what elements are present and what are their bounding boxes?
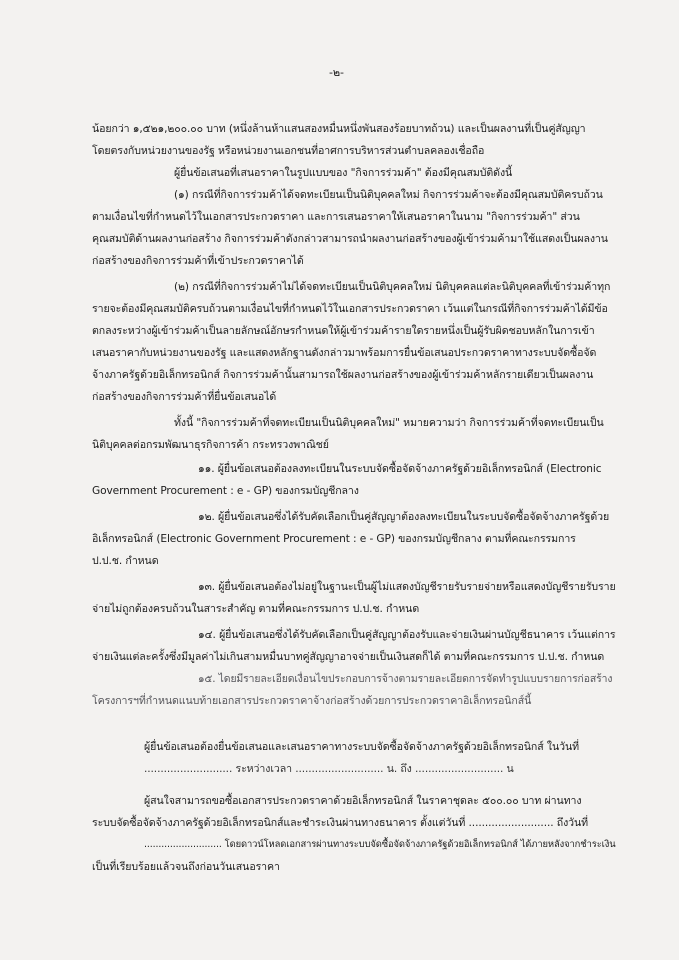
paragraph-line: ก่อสร้างของกิจการร่วมค้าที่ยื่นข้อเสนอได้ [92, 391, 277, 403]
paragraph-line: คุณสมบัติด้านผลงานก่อสร้าง กิจการร่วมค้าดังกล่าวสามารถนำผลงานก่อสร้างของผู้เข้าร่วมค้ามาใช้แสดงเป็นผลงาน [92, 233, 608, 245]
purchase-line: ระบบจัดซื้อจัดจ้างภาครัฐด้วยอิเล็กทรอนิกส์และชำระเงินผ่านทางธนาคาร ตั้งแต่วันที่ .......................... ถึงวันที่ [92, 817, 589, 829]
paragraph-line: ตามเงื่อนไขที่กำหนดไว้ในเอกสารประกวดราคา และการเสนอราคาให้เสนอราคาในนาม "กิจการร่วมค้า" ส่วน [92, 211, 580, 223]
clause-12-line: อิเล็กทรอนิกส์ (Electronic Government Procurement : e - GP) ของกรมบัญชีกลาง ตามที่คณะกรรมการ [92, 533, 576, 545]
paragraph-line: เสนอราคากับหน่วยงานของรัฐ และแสดงหลักฐานดังกล่าวมาพร้อมการยื่นข้อเสนอประกวดราคาทางระบบจัดซื้อจัด [92, 347, 597, 359]
page-number: -๒- [329, 66, 344, 79]
purchase-line: เป็นที่เรียบร้อยแล้วจนถึงก่อนวันเสนอราคา [92, 861, 280, 873]
purchase-line: ผู้สนใจสามารถขอซื้อเอกสารประกวดราคาด้วยอิเล็กทรอนิกส์ ในราคาชุดละ ๕๐๐.๐๐ บาท ผ่านทาง [144, 795, 582, 807]
clause-12-line: ป.ป.ช. กำหนด [92, 555, 159, 567]
paragraph-line: น้อยกว่า ๑,๕๒๑,๒๐๐.๐๐ บาท (หนึ่งล้านห้าแสนสองหมื่นหนึ่งพันสองร้อยบาทถ้วน) และเป็นผลงานที่เป็นคู่สัญญา [92, 123, 586, 135]
clause-15-line: โครงการฯที่กำหนดแนบท้ายเอกสารประกวดราคาจ้างก่อสร้างด้วยการประกวดราคาอิเล็กทรอนิกส์นี้ [92, 695, 532, 707]
paragraph-line: จ้างภาครัฐด้วยอิเล็กทรอนิกส์ กิจการร่วมค้านั้นสามารถใช้ผลงานก่อสร้างของผู้เข้าร่วมค้าหลักรายเดียวเป็นผลงาน [92, 369, 594, 381]
clause-13-line: จ่ายไม่ถูกต้องครบถ้วนในสาระสำคัญ ตามที่คณะกรรมการ ป.ป.ช. กำหนด [92, 603, 420, 615]
clause-12-line: ๑๒. ผู้ยื่นข้อเสนอซึ่งได้รับคัดเลือกเป็นคู่สัญญาต้องลงทะเบียนในระบบจัดซื้อจัดจ้างภาครัฐด้วย [198, 511, 610, 523]
paragraph-line: รายจะต้องมีคุณสมบัติครบถ้วนตามเงื่อนไขที่กำหนดไว้ในเอกสารประกวดราคา เว้นแต่ในกรณีที่กิจการร่วมค้าได้มีข้อ [92, 303, 608, 315]
paragraph-line: ก่อสร้างของกิจการร่วมค้าที่เข้าประกวดราคาได้ [92, 255, 304, 267]
paragraph-line: โดยตรงกับหน่วยงานของรัฐ หรือหน่วยงานเอกชนที่อาศการบริหารส่วนตำบลคลองเชื่อถือ [92, 145, 485, 157]
clause-15-line: ๑๕. ไดยมีรายละเอียดเงื่อนไขประกอบการจ้างตามรายละเอียดการจัดทำรูปแบบรายการก่อสร้าง [198, 673, 613, 685]
clause-11-line: ๑๑. ผู้ยื่นข้อเสนอต้องลงทะเบียนในระบบจัดซื้อจัดจ้างภาครัฐด้วยอิเล็กทรอนิกส์ (Electronic [198, 463, 602, 475]
submission-line: ผู้ยื่นข้อเสนอต้องยื่นข้อเสนอและเสนอราคาทางระบบจัดซื้อจัดจ้างภาครัฐด้วยอิเล็กทรอนิกส์ ในวันที่ [144, 741, 579, 753]
paragraph-line: ผู้ยื่นข้อเสนอที่เสนอราคาในรูปแบบของ "กิจการร่วมค้า" ต้องมีคุณสมบัติดังนี้ [174, 167, 513, 179]
clause-14-line: ๑๔. ผู้ยื่นข้อเสนอซึ่งได้รับคัดเลือกเป็นคู่สัญญาต้องรับและจ่ายเงินผ่านบัญชีธนาคาร เว้นแต่การ [198, 629, 616, 641]
clause-13-line: ๑๓. ผู้ยื่นข้อเสนอต้องไม่อยู่ในฐานะเป็นผู้ไม่แสดงบัญชีรายรับรายจ่ายหรือแสดงบัญชีรายรับราย [198, 581, 616, 593]
paragraph-line: ตกลงระหว่างผู้เข้าร่วมค้าเป็นลายลักษณ์อักษรกำหนดให้ผู้เข้าร่วมค้ารายใดรายหนึ่งเป็นผู้รับผิดชอบหลักในการเข้า [92, 325, 595, 337]
paragraph-line: นิติบุคคลต่อกรมพัฒนาธุรกิจการค้า กระทรวงพาณิชย์ [92, 439, 329, 451]
clause-11-line: Government Procurement : e - GP) ของกรมบัญชีกลาง [92, 485, 359, 497]
purchase-line: ........................... โดยดาวน์โหลดเอกสารผ่านทางระบบจัดซื้อจัดจ้างภาครัฐด้วยอิเล็กทรอนิกส์ ได้ภายหลังจากชำระเงิน [144, 839, 616, 850]
paragraph-line: ทั้งนี้ "กิจการร่วมค้าที่จดทะเบียนเป็นนิติบุคคลใหม่" หมายความว่า กิจการร่วมค้าที่จดทะเบียนเป็น [174, 417, 604, 429]
clause-14-line: จ่ายเงินแต่ละครั้งซึ่งมีมูลค่าไม่เกินสามหมื่นบาทคู่สัญญาอาจจ่ายเป็นเงินสดก็ได้ ตามที่คณะกรรมการ ป.ป.ช. กำหนด [92, 651, 605, 663]
paragraph-line: (๑) กรณีที่กิจการร่วมค้าได้จดทะเบียนเป็นนิติบุคคลใหม่ กิจการร่วมค้าจะต้องมีคุณสมบัติครบถ้วน [174, 189, 603, 201]
submission-time-line: ........................... ระหว่างเวลา ........................... น. ถึง ........................... น [144, 763, 514, 775]
paragraph-line: (๒) กรณีที่กิจการร่วมค้าไม่ได้จดทะเบียนเป็นนิติบุคคลใหม่ นิติบุคคลแต่ละนิติบุคคลที่เข้าร่วมค้าทุก [174, 281, 611, 293]
